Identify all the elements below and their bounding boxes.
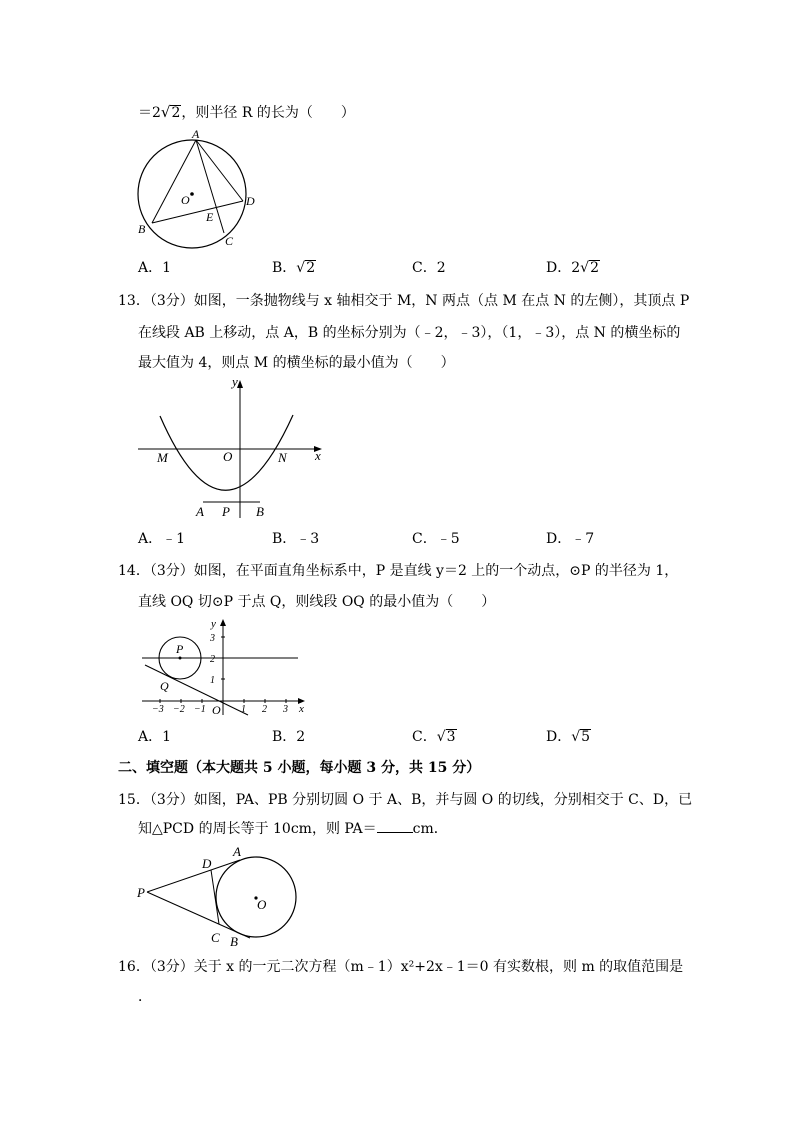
section-2-heading: 二、填空题（本大题共 5 小题，每小题 3 分，共 15 分） — [118, 760, 481, 776]
q13-option-a[interactable]: A．﹣1 — [138, 531, 186, 547]
q12-label-D: D — [246, 194, 255, 208]
q15-label-D: D — [202, 856, 212, 871]
q12-seg-BD — [152, 201, 243, 223]
q13-stem-line2: 在线段 AB 上移动，点 A，B 的坐标分别为（﹣2，﹣3），（1，﹣3），点 N 的横坐标的 — [138, 325, 681, 341]
q12-option-b[interactable]: B．√2 — [272, 260, 316, 276]
q13-stem-line3: 最大值为 4，则点 M 的横坐标的最小值为（ ） — [138, 355, 455, 371]
q12-label-B: B — [138, 222, 146, 236]
q12-stem-tail: ＝2√2，则半径 R 的长为（ ） — [138, 103, 355, 121]
q14-label-x: x — [299, 703, 304, 715]
q13-option-b[interactable]: B．﹣3 — [272, 531, 320, 547]
q13-label-A: A — [196, 504, 204, 519]
q12-stem-text: ，则半径 R 的长为（ ） — [181, 105, 355, 121]
q14-xtick-n2: −2 — [173, 704, 185, 715]
q14-label-O: O — [212, 703, 221, 717]
q13-label-M: M — [157, 450, 168, 465]
q14-label-P: P — [176, 642, 184, 656]
q15-answer-blank[interactable] — [377, 832, 413, 833]
q16-stem-line2: ． — [138, 989, 152, 1005]
q15-stem-line2 — [138, 820, 448, 838]
q13-label-O: O — [223, 449, 233, 464]
q12-center-dot — [190, 192, 194, 196]
q14-label-Q: Q — [160, 679, 169, 693]
q12-seg-AB — [152, 140, 196, 223]
q14-ytick-1: 1 — [210, 675, 215, 686]
q15-figure — [135, 843, 310, 948]
q12-label-A: A — [192, 127, 200, 141]
q12-option-a[interactable]: A．1 — [138, 260, 172, 276]
q13-stem-line1: 13．（3分）如图，一条抛物线与 x 轴相交于 M，N 两点（点 M 在点 N 的左侧），其顶点 P — [118, 293, 690, 309]
q15-label-C: C — [211, 930, 220, 945]
q12-option-c[interactable]: C．2 — [412, 260, 446, 276]
q14-label-y: y — [211, 618, 216, 630]
q13-option-c[interactable]: C．﹣5 — [412, 531, 460, 547]
q14-stem-line1: 14．（3分）如图，在平面直角坐标系中，P 是直线 y＝2 上的一个动点，⊙P 的半径为 1， — [118, 563, 679, 579]
q15-stem-suffix: cm． — [412, 821, 448, 837]
q15-tangent-PA — [147, 860, 240, 892]
q12-label-E: E — [206, 210, 214, 224]
q14-xtick-3: 3 — [283, 704, 288, 715]
q14-ytick-2: 2 — [210, 654, 215, 665]
q12-label-O: O — [181, 193, 190, 207]
q13-y-arrow — [237, 380, 243, 388]
q14-figure — [140, 615, 315, 720]
q12-figure — [135, 127, 265, 250]
q13-label-y: y — [232, 374, 238, 389]
q15-stem-prefix: 知△PCD 的周长等于 10cm，则 PA＝ — [138, 821, 377, 837]
q12-stem-prefix: ＝2 — [138, 105, 161, 121]
q15-label-O: O — [257, 897, 267, 912]
q14-option-a[interactable]: A．1 — [138, 729, 172, 745]
q13-option-d[interactable]: D．﹣7 — [546, 531, 595, 547]
q15-label-B: B — [230, 934, 238, 949]
q13-label-N: N — [278, 450, 287, 465]
q15-label-A: A — [233, 844, 241, 859]
q13-label-B: B — [256, 504, 264, 519]
q12-seg-AD — [196, 140, 243, 201]
q12-label-C: C — [225, 234, 234, 248]
q13-label-x: x — [315, 448, 321, 463]
q13-label-P: P — [222, 504, 230, 519]
q15-tangent-PB — [147, 892, 250, 938]
q14-option-c[interactable]: C．√3 — [412, 729, 456, 745]
q14-xtick-2: 2 — [262, 704, 267, 715]
q15-stem-line1: 15．（3分）如图，PA、PB 分别切圆 O 于 A、B，并与圆 O 的切线，分别相交于 C、D，已 — [118, 792, 693, 808]
q15-label-P: P — [137, 885, 145, 900]
q12-stem-radicand: 2 — [171, 105, 181, 121]
q14-ytick-3: 3 — [210, 633, 215, 644]
q14-xtick-1: 1 — [241, 704, 246, 715]
q15-tangent-CD — [211, 870, 219, 924]
q12-option-d[interactable]: D．2√2 — [546, 260, 599, 276]
q16-stem-line1: 16．（3分）关于 x 的一元二次方程（m﹣1）x²+2x﹣1＝0 有实数根，则 m 的取值范围是 — [118, 959, 684, 975]
q14-option-b[interactable]: B．2 — [272, 729, 306, 745]
q14-xtick-n3: −3 — [152, 704, 164, 715]
q14-xtick-n1: −1 — [194, 704, 206, 715]
q14-stem-line2: 直线 OQ 切⊙P 于点 Q，则线段 OQ 的最小值为（ ） — [138, 594, 496, 610]
q14-y-arrow — [220, 619, 226, 626]
q13-figure — [135, 375, 335, 520]
q14-center-dot — [179, 657, 182, 660]
q14-option-d[interactable]: D．√5 — [546, 729, 591, 745]
